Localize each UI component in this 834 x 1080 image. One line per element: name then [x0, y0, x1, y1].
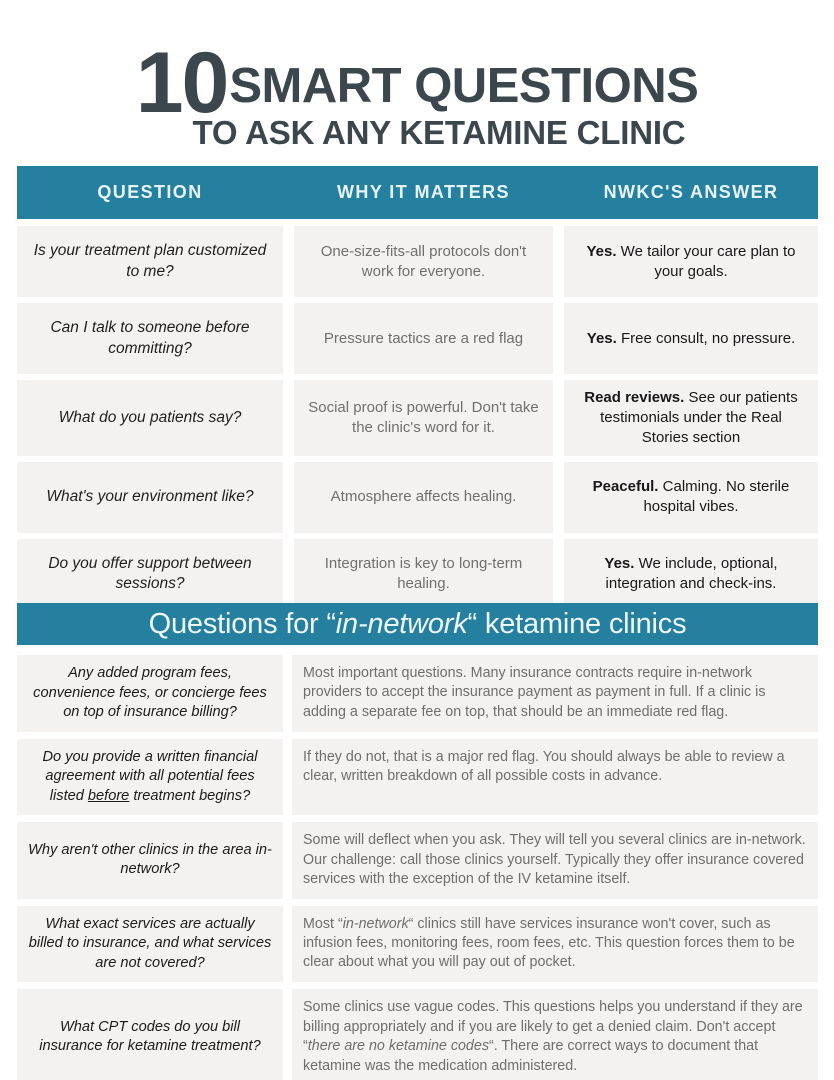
table-row — [17, 380, 818, 456]
cell-question: Can I talk to someone before committing? — [17, 303, 283, 374]
column-spacer — [283, 462, 294, 533]
title-smart-questions: SMART QUESTIONS — [229, 59, 699, 113]
answer-post: “. There are correct ways to document that ketamine was the medication administered. — [303, 1038, 759, 1074]
cell-answer — [292, 739, 818, 816]
answer-rest: We tailor your care plan to your goals. — [616, 242, 796, 280]
question-pre: What CPT codes do you bill insurance for ketamine treatment? — [39, 1018, 261, 1055]
page-title — [0, 0, 834, 152]
cell-why: Atmosphere affects healing. — [294, 462, 553, 533]
answer-rest: See our patients testimonials under the Real Stories section — [600, 389, 798, 446]
table-header-row — [17, 166, 818, 219]
answer-rest: We include, optional, integration and check-ins. — [605, 555, 778, 593]
cell-answer — [292, 906, 818, 983]
answer-rest: Calming. No sterile hospital vibes. — [643, 478, 790, 516]
answer-emphasis: there are no ketamine codes — [307, 1038, 489, 1055]
cell-question: What's your environment like? — [17, 462, 283, 533]
column-spacer — [283, 822, 292, 898]
column-spacer — [553, 380, 564, 456]
cell-answer — [564, 303, 818, 374]
answer-lead: Yes. — [604, 555, 635, 573]
cell-answer — [564, 226, 818, 297]
title-line-one — [0, 34, 834, 131]
title-subtitle: TO ASK ANY KETAMINE CLINIC — [192, 114, 686, 152]
cell-why: Social proof is powerful. Don't take the clinic's word for it. — [294, 380, 553, 456]
cell-question — [17, 822, 283, 898]
question-post: fees on top of insurance billing? — [63, 684, 267, 721]
column-spacer — [553, 226, 564, 297]
answer-rest: Free consult, no pressure. — [616, 329, 796, 347]
column-spacer — [283, 655, 292, 732]
column-spacer — [553, 303, 564, 374]
cell-why: Pressure tactics are a red flag — [294, 303, 553, 374]
network-questions-table — [17, 655, 818, 1080]
cell-question — [17, 989, 283, 1080]
table-row — [17, 539, 818, 610]
table-row — [17, 822, 818, 898]
title-number: 10 — [135, 35, 228, 131]
cell-answer — [292, 989, 818, 1080]
answer-lead: Yes. — [586, 329, 617, 347]
answer-emphasis: in-network — [342, 915, 409, 932]
banner-emphasis: in-network — [335, 607, 468, 640]
column-spacer — [283, 380, 294, 456]
table-row — [17, 303, 818, 374]
answer-post: “ clinics still have services insurance won't cover, such as infusion fees, monitoring fees, room fees, etc. This question forces them to be clear about what you will pay out of pocket. — [303, 915, 795, 971]
answer-lead: Peaceful. — [592, 478, 659, 496]
section-banner — [17, 603, 818, 645]
column-spacer — [283, 539, 294, 610]
column-spacer — [283, 989, 292, 1080]
cell-answer — [292, 822, 818, 898]
column-spacer — [283, 226, 294, 297]
column-header-why-it-matters: WHY IT MATTERS — [337, 182, 510, 202]
cell-question: Do you offer support between sessions? — [17, 539, 283, 610]
question-pre: Do you provide a written financial agreement with all potential fees listed — [42, 748, 258, 804]
answer-lead: Yes. — [586, 242, 617, 260]
column-header-question: QUESTION — [97, 182, 203, 202]
column-spacer — [283, 906, 292, 983]
answer-pre: If they do not, that is a major red flag. You should always be able to review a clear, written breakdown of all possible costs in advance. — [303, 748, 785, 785]
question-post: treatment begins? — [129, 787, 251, 804]
answer-pre: Some will deflect when you ask. They will tell you several clinics are in-network. Our challenge: call those clinics yourself. Typically they offer insurance covered services with the exception of the IV ketamine itself. — [303, 832, 806, 888]
cell-why: Integration is key to long-term healing. — [294, 539, 553, 610]
column-header-nwkc-answer: NWKC'S ANSWER — [603, 182, 779, 202]
answer-pre: Most “ — [303, 915, 343, 932]
question-pre: Any added program fees, convenience fees, or concierge — [33, 665, 236, 701]
table-row — [17, 906, 818, 983]
cell-answer — [564, 462, 818, 533]
table-row — [17, 462, 818, 533]
section-banner-text — [149, 608, 687, 641]
table-row — [17, 655, 818, 732]
cell-answer — [564, 380, 818, 456]
questions-table — [17, 166, 818, 616]
table-row — [17, 739, 818, 816]
question-pre: Why aren't other clinics in the area in-network? — [28, 841, 272, 878]
question-underline: before — [87, 787, 130, 804]
answer-lead: Read reviews. — [584, 389, 685, 406]
cell-question — [17, 739, 283, 816]
column-spacer — [553, 462, 564, 533]
banner-suffix: “ ketamine clinics — [467, 607, 687, 640]
cell-answer — [292, 655, 818, 732]
table-row — [17, 989, 818, 1080]
cell-answer — [564, 539, 818, 610]
question-pre: What exact services are actually billed to insurance, and what services are not covered? — [28, 915, 272, 971]
column-spacer — [553, 539, 564, 610]
column-spacer — [283, 303, 294, 374]
cell-question: What do you patients say? — [17, 380, 283, 456]
cell-why: One-size-fits-all protocols don't work for everyone. — [294, 226, 553, 297]
table-row — [17, 226, 818, 297]
answer-pre: Most important questions. Many insurance contracts require in-network providers to accept the insurance payment as payment in full. If a clinic is adding a separate fee on top, that should be an immediate red flag. — [303, 665, 766, 720]
cell-question: Is your treatment plan customized to me? — [17, 226, 283, 297]
banner-prefix: Questions for “ — [148, 607, 336, 640]
column-spacer — [283, 739, 292, 816]
cell-question — [17, 906, 283, 983]
cell-question — [17, 655, 283, 732]
answer-pre: Some clinics use vague codes. This questions helps you understand if they are billing appropriately and if you are likely to get a denied claim. Don't accept “ — [303, 999, 803, 1055]
